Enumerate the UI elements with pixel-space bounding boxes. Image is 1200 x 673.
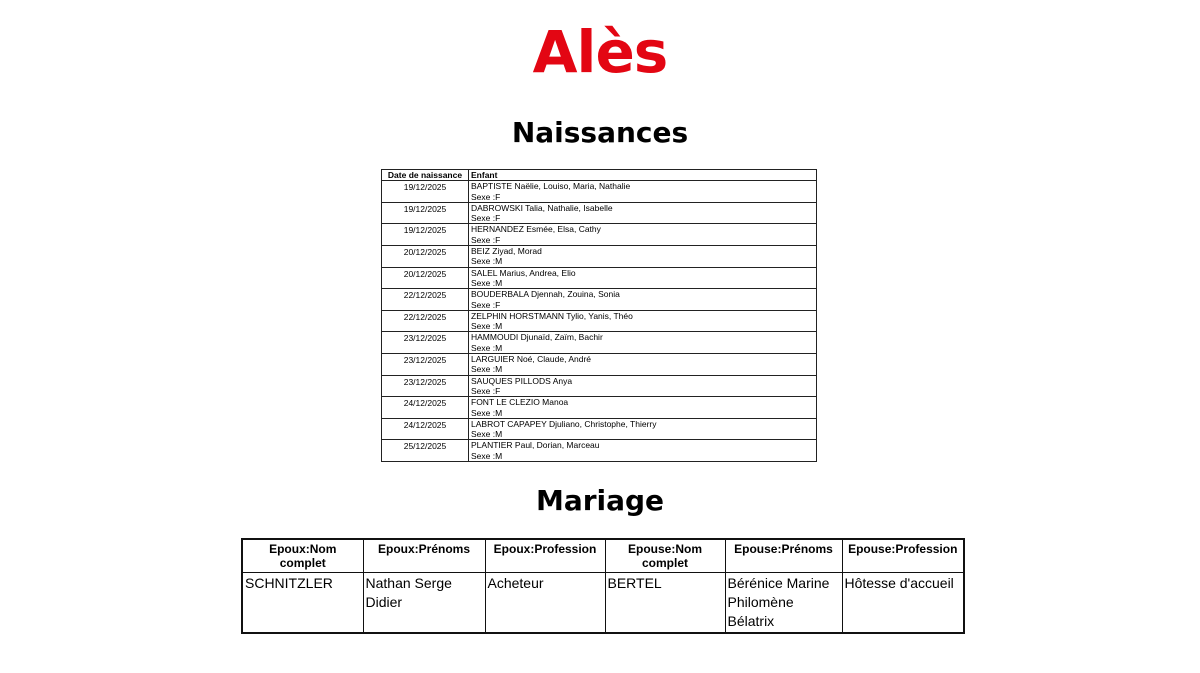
marriage-cell-husband-firstnames: Nathan Serge Didier xyxy=(363,573,485,634)
birth-row xyxy=(382,397,817,419)
births-table xyxy=(381,169,817,462)
birth-row xyxy=(382,267,817,289)
birth-child-sex: Sexe :M xyxy=(471,342,503,353)
birth-child xyxy=(469,332,817,354)
birth-child-name: HERNANDEZ Esmée, Elsa, Cathy xyxy=(471,224,601,235)
birth-child-sex: Sexe :M xyxy=(471,364,503,375)
births-col-child: Enfant xyxy=(469,170,817,181)
births-header-row xyxy=(382,170,817,181)
birth-date: 19/12/2025 xyxy=(382,181,469,203)
birth-child-sex: Sexe :F xyxy=(471,385,501,396)
birth-row xyxy=(382,332,817,354)
birth-child-sex: Sexe :F xyxy=(471,234,501,245)
marriage-col-wife-firstnames: Epouse:Prénoms xyxy=(725,539,842,573)
birth-row xyxy=(382,202,817,224)
birth-date: 23/12/2025 xyxy=(382,332,469,354)
birth-row xyxy=(382,440,817,462)
marriage-header-row xyxy=(242,539,964,573)
birth-date: 23/12/2025 xyxy=(382,375,469,397)
birth-child-sex: Sexe :M xyxy=(471,321,503,332)
birth-row xyxy=(382,246,817,268)
marriage-cell-wife-name: BERTEL xyxy=(605,573,725,634)
birth-date: 23/12/2025 xyxy=(382,354,469,376)
birth-date: 24/12/2025 xyxy=(382,397,469,419)
birth-row xyxy=(382,418,817,440)
marriage-cell-wife-profession: Hôtesse d'accueil xyxy=(842,573,964,634)
birth-child-sex: Sexe :F xyxy=(471,213,501,224)
birth-child xyxy=(469,418,817,440)
births-col-date: Date de naissance xyxy=(382,170,469,181)
birth-child-name: LARGUIER Noé, Claude, André xyxy=(471,354,592,365)
birth-child-sex: Sexe :F xyxy=(471,191,501,202)
birth-row xyxy=(382,310,817,332)
birth-child-name: PLANTIER Paul, Dorian, Marceau xyxy=(471,440,600,451)
marriage-section-title: Mariage xyxy=(535,484,665,517)
birth-row xyxy=(382,289,817,311)
births-section-title: Naissances xyxy=(511,116,689,149)
birth-date: 24/12/2025 xyxy=(382,418,469,440)
marriage-cell-husband-profession: Acheteur xyxy=(485,573,605,634)
birth-child xyxy=(469,202,817,224)
birth-date: 20/12/2025 xyxy=(382,267,469,289)
marriage-col-wife-name: Epouse:Nom complet xyxy=(605,539,725,573)
birth-child xyxy=(469,289,817,311)
birth-row xyxy=(382,375,817,397)
marriage-cell-wife-firstnames: Bérénice Marine Philomène Bélatrix xyxy=(725,573,842,634)
marriage-cell-husband-name: SCHNITZLER xyxy=(242,573,363,634)
birth-row xyxy=(382,181,817,203)
birth-child-name: DABROWSKI Talia, Nathalie, Isabelle xyxy=(471,202,613,213)
birth-date: 22/12/2025 xyxy=(382,289,469,311)
birth-child-name: ZELPHIN HORSTMANN Tylio, Yanis, Théo xyxy=(471,310,633,321)
birth-child xyxy=(469,246,817,268)
birth-date: 25/12/2025 xyxy=(382,440,469,462)
birth-row xyxy=(382,224,817,246)
city-title: Alès xyxy=(532,18,668,86)
marriage-col-wife-profession: Epouse:Profession xyxy=(842,539,964,573)
birth-child-name: BAPTISTE Naëlie, Louiso, Maria, Nathalie xyxy=(471,181,631,192)
birth-child xyxy=(469,224,817,246)
marriage-col-husband-profession: Epoux:Profession xyxy=(485,539,605,573)
birth-child-sex: Sexe :M xyxy=(471,407,503,418)
birth-child xyxy=(469,397,817,419)
birth-child-sex: Sexe :M xyxy=(471,450,503,461)
birth-child xyxy=(469,440,817,462)
birth-child-sex: Sexe :M xyxy=(471,256,503,267)
birth-date: 20/12/2025 xyxy=(382,246,469,268)
birth-child-name: SALEL Marius, Andrea, Elio xyxy=(471,267,576,278)
birth-child xyxy=(469,354,817,376)
birth-child xyxy=(469,375,817,397)
marriage-col-husband-name: Epoux:Nom complet xyxy=(242,539,363,573)
birth-child-name: SAUQUES PILLODS Anya xyxy=(471,375,573,386)
birth-date: 19/12/2025 xyxy=(382,224,469,246)
birth-child xyxy=(469,310,817,332)
birth-child-name: FONT LE CLEZIO Manoa xyxy=(471,397,569,408)
birth-child-sex: Sexe :M xyxy=(471,429,503,440)
birth-row xyxy=(382,354,817,376)
birth-child-name: BOUDERBALA Djennah, Zouina, Sonia xyxy=(471,289,620,300)
birth-child-name: HAMMOUDI Djunaïd, Zaïm, Bachir xyxy=(471,332,603,343)
birth-child-name: LABROT CAPAPEY Djuliano, Christophe, Thierry xyxy=(471,418,657,429)
birth-child xyxy=(469,267,817,289)
birth-child xyxy=(469,181,817,203)
marriage-row xyxy=(242,573,964,634)
birth-date: 22/12/2025 xyxy=(382,310,469,332)
birth-date: 19/12/2025 xyxy=(382,202,469,224)
birth-child-sex: Sexe :F xyxy=(471,299,501,310)
birth-child-sex: Sexe :M xyxy=(471,277,503,288)
marriage-col-husband-firstnames: Epoux:Prénoms xyxy=(363,539,485,573)
birth-child-name: BEIZ Ziyad, Morad xyxy=(471,246,542,257)
marriage-table xyxy=(241,538,965,634)
